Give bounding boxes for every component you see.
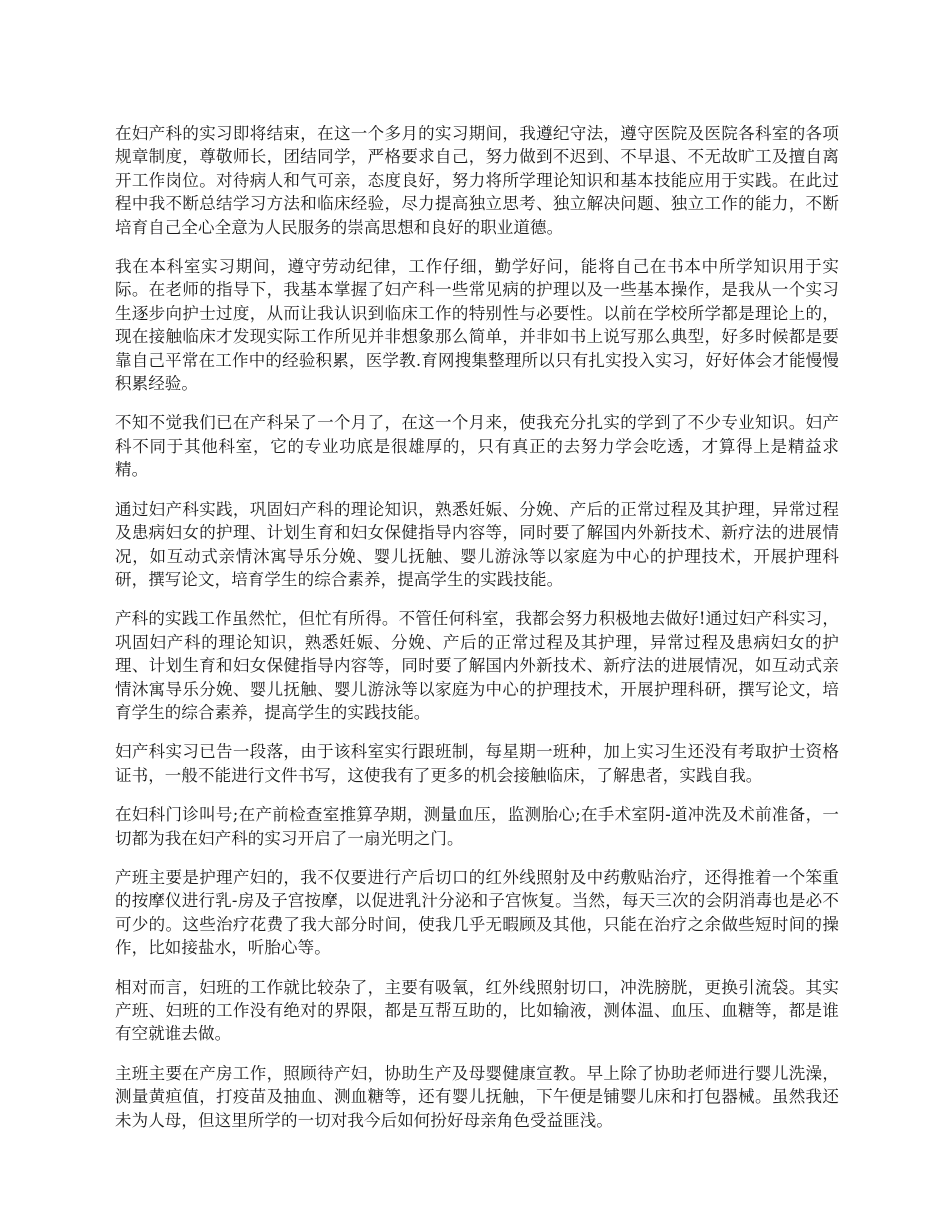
paragraph-4: 通过妇产科实践，巩固妇产科的理论知识，熟悉妊娠、分娩、产后的正常过程及其护理，异常过程及患病妇女的护理、计划生育和妇女保健指导内容等，同时要了解国内外新技术、新疗法的进展情况，如互动式亲情沐寓导乐分娩、婴儿抚触、婴儿游泳等以家庭为中心的护理技术，开展护理科研，撰写论文，培育学生的综合素养，提高学生的实践技能。 [115, 499, 839, 589]
paragraph-1: 在妇产科的实习即将结束，在这一个多月的实习期间，我遵纪守法，遵守医院及医院各科室的各项规章制度，尊敬师长，团结同学，严格要求自己，努力做到不迟到、不早退、不无故旷工及擅自离开工作岗位。对待病人和气可亲，态度良好，努力将所学理论知识和基本技能应用于实践。在此过程中我不断总结学习方法和临床经验，尽力提高独立思考、独立解决问题、独立工作的能力，不断培育自己全心全意为人民服务的崇高思想和良好的职业道德。 [115, 124, 839, 237]
paragraph-2: 我在本科室实习期间，遵守劳动纪律，工作仔细，勤学好问，能将自己在书本中所学知识用于实际。在老师的指导下，我基本掌握了妇产科一些常见病的护理以及一些基本操作，是我从一个实习生逐步向护士过度，从而让我认识到临床工作的特别性与必要性。以前在学校所学都是理论上的，现在接触临床才发现实际工作所见并非想象那么简单，并非如书上说写那么典型，好多时候都是要靠自己平常在工作中的经验积累，医学教.育网搜集整理所以只有扎实投入实习，好好体会才能慢慢积累经验。 [115, 257, 839, 394]
paragraph-5: 产科的实践工作虽然忙，但忙有所得。不管任何科室，我都会努力积极地去做好!通过妇产科实习，巩固妇产科的理论知识，熟悉妊娠、分娩、产后的正常过程及其护理，异常过程及患病妇女的护理、计划生育和妇女保健指导内容等，同时要了解国内外新技术、新疗法的进展情况，如互动式亲情沐寓导乐分娩、婴儿抚触、婴儿游泳等以家庭为中心的护理技术，开展护理科研，撰写论文，培育学生的综合素养，提高学生的实践技能。 [115, 609, 839, 722]
paragraph-9: 相对而言，妇班的工作就比较杂了，主要有吸氧，红外线照射切口，冲洗膀胱，更换引流袋。其实产班、妇班的工作没有绝对的界限，都是互帮互助的，比如输液，测体温、血压、血糖等，都是谁有空就谁去做。 [115, 977, 839, 1044]
document-body [115, 122, 839, 1148]
paragraph-10: 主班主要在产房工作，照顾待产妇，协助生产及母婴健康宣教。早上除了协助老师进行婴儿洗澡，测量黄疸值，打疫苗及抽血、测血糖等，还有婴儿抚触，下午便是铺婴儿床和打包器械。虽然我还未为人母，但这里所学的一切对我今后如何扮好母亲角色受益匪浅。 [115, 1063, 839, 1130]
paragraph-3: 不知不觉我们已在产科呆了一个月了，在这一个月来，使我充分扎实的学到了不少专业知识。妇产科不同于其他科室，它的专业功底是很雄厚的，只有真正的去努力学会吃透，才算得上是精益求精。 [115, 413, 839, 480]
paragraph-8: 产班主要是护理产妇的，我不仅要进行产后切口的红外线照射及中药敷贴治疗，还得推着一个笨重的按摩仪进行乳-房及子宫按摩，以促进乳汁分泌和子宫恢复。当然，每天三次的会阴消毒也是必不可少的。这些治疗花费了我大部分时间，使我几乎无暇顾及其他，只能在治疗之余做些短时间的操作，比如接盐水，听胎心等。 [115, 867, 839, 958]
paragraph-7: 在妇科门诊叫号;在产前检查室推算孕期，测量血压，监测胎心;在手术室阴-道冲洗及术前准备，一切都为我在妇产科的实习开启了一扇光明之门。 [115, 805, 839, 848]
paragraph-6: 妇产科实习已告一段落，由于该科室实行跟班制，每星期一班种，加上实习生还没有考取护士资格证书，一般不能进行文件书写，这使我有了更多的机会接触临床，了解患者，实践自我。 [115, 742, 839, 785]
